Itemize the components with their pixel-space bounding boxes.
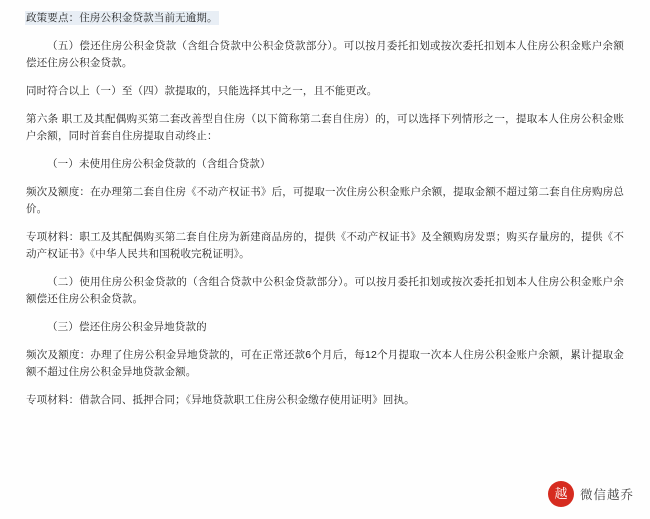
paragraph-item-3-materials: 专项材料：借款合同、抵押合同；《异地贷款职工住房公积金缴存使用证明》回执。 xyxy=(26,394,415,406)
paragraph-item-3-frequency: 频次及额度：办理了住房公积金异地贷款的，可在正常还款6个月后，每12个月提取一次本人住房公积金账户余额，累计提取金额不超过住房公积金异地贷款金额。 xyxy=(26,349,624,378)
watermark-logo-icon: 越 xyxy=(548,481,574,507)
paragraph-article-6: 第六条 职工及其配偶购买第二套改善型自住房（以下简称第二套自住房）的，可以选择下列情形之一，提取本人住房公积金账户余额，同时首套自住房提取自动终止： xyxy=(26,113,624,142)
paragraph-policy-key-point xyxy=(26,10,624,27)
paragraph-item-5-repay-loan: （五）偿还住房公积金贷款（含组合贷款中公积金贷款部分）。可以按月委托扣划或按次委托扣划本人住房公积金账户余额偿还住房公积金贷款。 xyxy=(26,40,624,69)
watermark-label: 微信越乔 xyxy=(579,488,634,502)
paragraph-item-1-frequency: 频次及额度：在办理第二套自住房《不动产权证书》后，可提取一次住房公积金账户余额，提取金额不超过第二套自住房购房总价。 xyxy=(26,186,624,215)
paragraph-note-choose-one: 同时符合以上（一）至（四）款提取的，只能选择其中之一，且不能更改。 xyxy=(26,85,378,97)
paragraph-item-1-materials: 专项材料：职工及其配偶购买第二套自住房为新建商品房的，提供《不动产权证书》及全额购房发票；购买存量房的，提供《不动产权证书》《中华人民共和国税收完税证明》。 xyxy=(26,231,624,260)
paragraph-item-1-no-loan: （一）未使用住房公积金贷款的（含组合贷款） xyxy=(47,158,271,170)
highlighted-text: 政策要点：住房公积金贷款当前无逾期。 xyxy=(26,12,218,24)
paragraph-item-3-offsite-loan: （三）偿还住房公积金异地贷款的 xyxy=(47,321,207,333)
paragraph-item-2-use-loan: （二）使用住房公积金贷款的（含组合贷款中公积金贷款部分）。可以按月委托扣划或按次委托扣划本人住房公积金账户余额偿还住房公积金贷款。 xyxy=(26,276,624,305)
watermark xyxy=(548,481,634,507)
